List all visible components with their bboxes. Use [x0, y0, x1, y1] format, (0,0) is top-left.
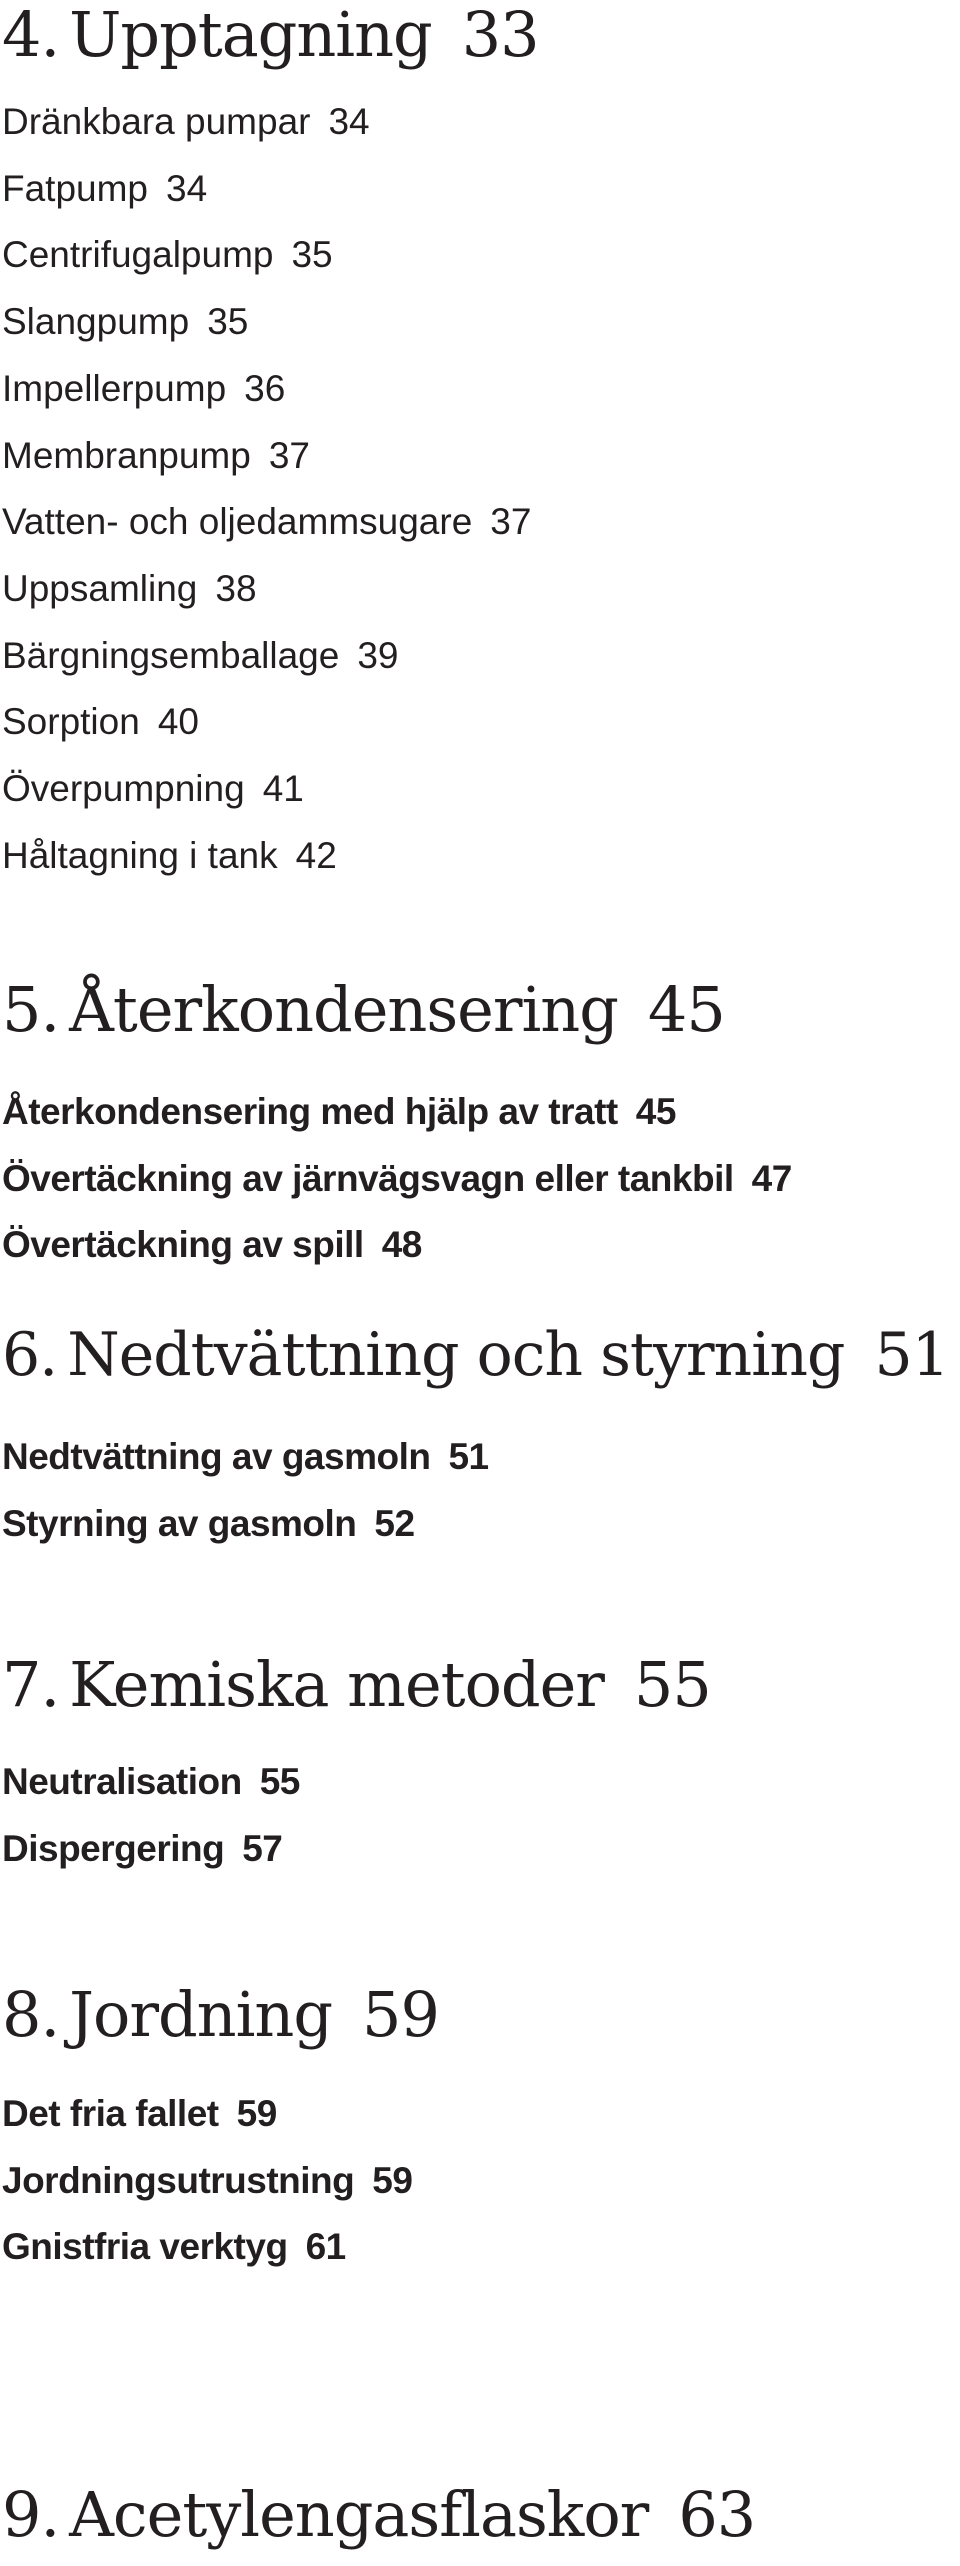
toc-entry-page-number: 35 — [207, 301, 249, 343]
chapter-page-number: 33 — [461, 0, 539, 71]
chapter-page-number: 55 — [633, 1648, 711, 1721]
chapter-number: 7. — [2, 1648, 60, 1721]
toc-entry-page-number: 42 — [295, 834, 337, 876]
toc-entry — [2, 1157, 792, 1201]
toc-entry — [2, 2092, 277, 2136]
toc-entry-title: Håltagning i tank — [2, 834, 278, 876]
toc-entry-title: Dispergering — [2, 1827, 225, 1869]
toc-entry-page-number: 52 — [374, 1502, 415, 1544]
toc-entry — [2, 2159, 412, 2203]
toc-entry — [2, 1827, 282, 1871]
toc-entry — [2, 167, 207, 211]
chapter-page-number: 45 — [647, 973, 725, 1046]
chapter-page-number: 51 — [874, 1320, 949, 1390]
toc-entry-page-number: 35 — [291, 234, 333, 276]
toc-entry — [2, 300, 248, 344]
toc-entry — [2, 567, 257, 611]
toc-entry — [2, 634, 399, 678]
toc-entry — [2, 1760, 300, 1804]
toc-entry-title: Impellerpump — [2, 367, 227, 409]
toc-entry-title: Slangpump — [2, 301, 190, 343]
toc-entry-page-number: 38 — [215, 567, 257, 609]
chapter-number: 9. — [2, 2478, 60, 2551]
toc-entry-title: Övertäckning av järnvägsvagn eller tankbil — [2, 1157, 734, 1199]
chapter-title: Upptagning — [69, 0, 432, 71]
toc-entry-title: Sorption — [2, 701, 140, 743]
chapter-number: 6. — [2, 1320, 58, 1390]
toc-entry-page-number: 61 — [305, 2226, 346, 2268]
toc-entry — [2, 767, 304, 811]
toc-entry-title: Det fria fallet — [2, 2093, 219, 2134]
chapter-heading — [2, 0, 539, 70]
toc-entry-title: Dränkbara pumpar — [2, 101, 311, 142]
toc-entry — [2, 700, 199, 744]
chapter-heading — [2, 975, 725, 1045]
toc-entry-title: Jordningsutrustning — [2, 2159, 355, 2201]
toc-entry-page-number: 40 — [157, 701, 199, 743]
toc-entry-page-number: 37 — [490, 501, 532, 543]
chapter-title: Återkondensering — [69, 973, 618, 1046]
toc-entry-page-number: 57 — [242, 1827, 283, 1869]
chapter-number: 8. — [2, 1978, 60, 2051]
chapter-heading — [2, 1650, 711, 1720]
toc-entry-page-number: 34 — [166, 167, 208, 209]
chapter-number: 5. — [2, 973, 60, 1046]
toc-entry — [2, 100, 370, 144]
chapter-title: Kemiska metoder — [69, 1648, 604, 1721]
toc-entry — [2, 233, 333, 277]
toc-entry-page-number: 34 — [328, 101, 370, 142]
toc-entry-title: Gnistfria verktyg — [2, 2226, 288, 2268]
chapter-number: 4. — [2, 0, 60, 71]
toc-entry — [2, 1223, 422, 1267]
chapter-page-number: 59 — [362, 1978, 439, 2051]
chapter-heading — [2, 1980, 439, 2050]
toc-entry — [2, 1435, 489, 1479]
toc-entry-page-number: 37 — [268, 434, 310, 476]
chapter-title: Nedtvättning och styrning — [67, 1320, 845, 1390]
toc-entry-title: Överpumpning — [2, 768, 245, 809]
toc-entry-page-number: 47 — [751, 1157, 792, 1199]
toc-entry-page-number: 39 — [357, 634, 399, 676]
chapter-page-number: 63 — [678, 2478, 756, 2551]
toc-entry — [2, 434, 310, 478]
toc-entry-title: Återkondensering med hjälp av tratt — [2, 1091, 618, 1132]
toc-entry-title: Övertäckning av spill — [2, 1224, 364, 1266]
toc-entry — [2, 1502, 415, 1546]
chapter-title: Acetylengasflaskor — [69, 2478, 649, 2551]
chapter-title: Jordning — [69, 1978, 333, 2051]
chapter-heading — [2, 1320, 949, 1390]
toc-entry-title: Nedtvättning av gasmoln — [2, 1436, 431, 1477]
toc-entry-page-number: 59 — [236, 2093, 277, 2134]
toc-entry-page-number: 59 — [372, 2159, 413, 2201]
toc-entry-title: Uppsamling — [2, 567, 198, 609]
toc-entry-page-number: 45 — [635, 1091, 676, 1132]
toc-entry-title: Vatten- och oljedammsugare — [2, 501, 473, 543]
toc-entry-title: Centrifugalpump — [2, 234, 274, 276]
toc-entry — [2, 834, 337, 878]
toc-entry-title: Membranpump — [2, 434, 251, 476]
toc-entry — [2, 500, 531, 544]
toc-entry-title: Bärgningsemballage — [2, 634, 340, 676]
toc-entry-page-number: 41 — [262, 768, 304, 809]
toc-entry — [2, 1090, 676, 1134]
toc-entry-title: Fatpump — [2, 167, 149, 209]
toc-entry-page-number: 51 — [448, 1436, 489, 1477]
toc-entry — [2, 2225, 346, 2269]
toc-entry — [2, 367, 285, 411]
toc-entry-page-number: 48 — [381, 1224, 422, 1266]
toc-entry-title: Neutralisation — [2, 1761, 242, 1802]
toc-entry-page-number: 55 — [259, 1761, 300, 1802]
toc-entry-page-number: 36 — [244, 367, 286, 409]
chapter-heading — [2, 2480, 755, 2550]
toc-entry-title: Styrning av gasmoln — [2, 1502, 357, 1544]
